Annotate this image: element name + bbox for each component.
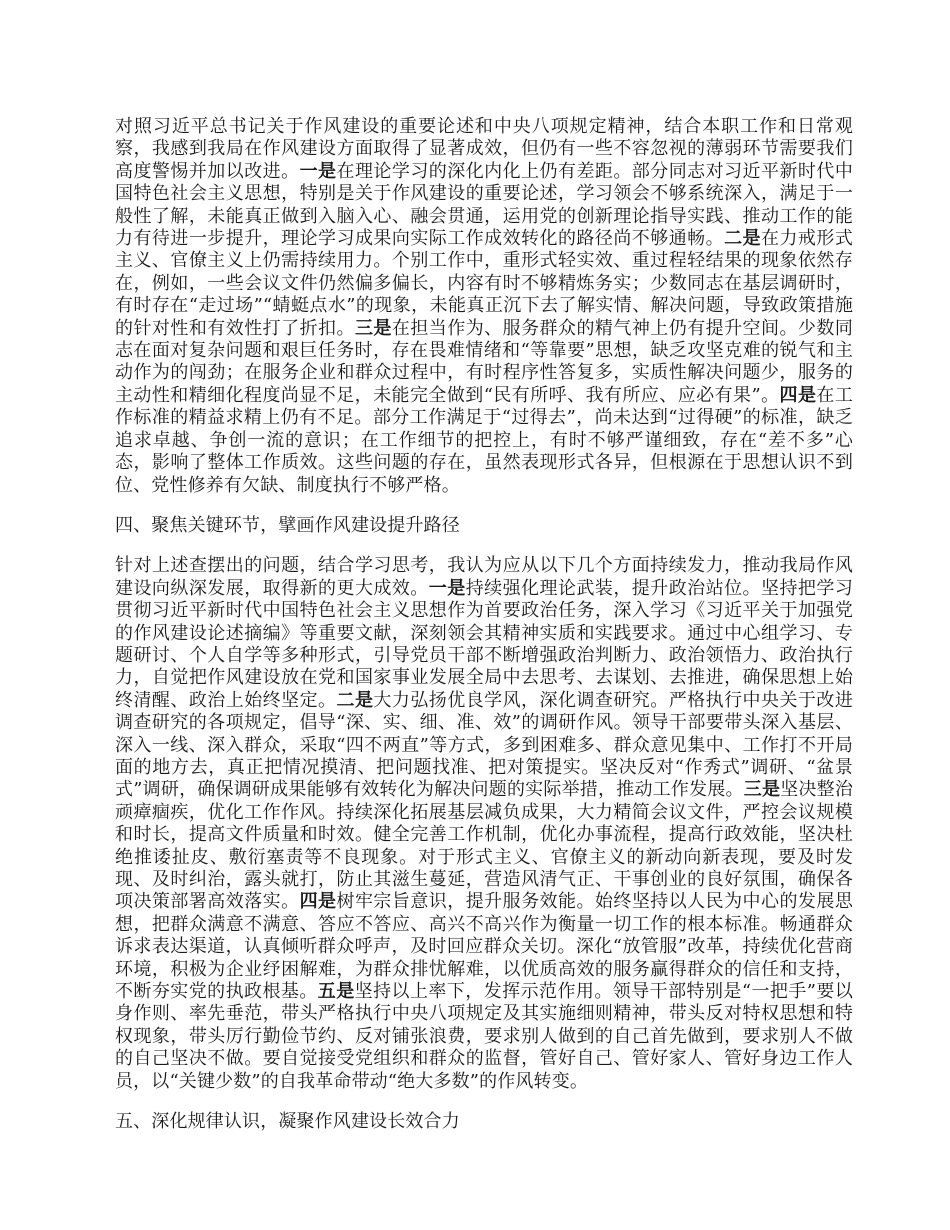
text-segment: 大力弘扬优良学风，深化调查研究。严格执行中央关于改进调查研究的各项规定，倡导“深、实、细、准、效”的调研作风。领导干部要带头深入基层、深入一线、深入群众，采取“四不两直”等方式，多到困难多、群众意见集中、工作打不开局面的地方去，真正把情况摸清、把问题找准、把对策提实。坚决反对“作秀式”调研、“盆景式”调研，确保调研成果能够有效转化为解决问题的实际举措，推动工作发展。 xyxy=(115,689,853,801)
text-segment: 在力戒形式主义、官僚主义上仍需持续用力。个别工作中，重形式轻实效、重过程轻结果的现象依然存在，例如，一些会议文件仍然偏多偏长，内容有时不够精炼务实；少数同志在基层调研时，有时存在“走过场”“蜻蜓点水”的现象，未能真正沉下去了解实情、解决问题，导致政策措施的针对性和有效性打了折扣。 xyxy=(115,228,853,339)
paragraph-problems xyxy=(115,116,853,497)
section-heading-5: 五、深化规律认识，凝聚作风建设长效合力 xyxy=(115,1111,460,1133)
point-marker-4: 四是 xyxy=(779,384,817,406)
section-heading-4: 四、聚焦关键环节，擘画作风建设提升路径 xyxy=(115,514,460,536)
text-segment: 坚决整治顽瘴痼疾，优化工作作风。持续深化拓展基层减负成果，大力精简会议文件，严控会议规模和时长，提高文件质量和时效。健全完善工作机制，优化办事流程，提高行政效能，坚决杜绝推诿扯皮、敷衍塞责等不良现象。对于形式主义、官僚主义的新动向新表现，要及时发现、及时纠治，露头就打，防止其滋生蔓延，营造风清气正、干事创业的良好氛围，确保各项决策部署高效落实。 xyxy=(115,779,853,913)
text-segment: 持续强化理论武装，提升政治站位。坚持把学习贯彻习近平新时代中国特色社会主义思想作为首要政治任务，深入学习《习近平关于加强党的作风建设论述摘编》等重要文献，深刻领会其精神实质和实践要求。通过中心组学习、专题研讨、个人自学等多种形式，引导党员干部不断增强政治判断力、政治领悟力、政治执行力，自觉把作风建设放在党和国家事业发展全局中去思考、去谋划、去推进，确保思想上始终清醒、政治上始终坚定。 xyxy=(115,577,853,711)
text-segment: 针对上述查摆出的问题，结合学习思考，我认为应从以下几个方面持续发力，推动我局作风建设向纵深发展，取得新的更大成效。 xyxy=(115,555,853,599)
point-marker-4: 四是 xyxy=(299,891,337,913)
text-segment: 树牢宗旨意识，提升服务效能。始终坚持以人民为中心的发展思想，把群众满意不满意、答应不答应、高兴不高兴作为衡量一切工作的根本标准。畅通群众诉求表达渠道，认真倾听群众呼声，及时回应群众关切。深化“放管服”改革，持续优化营商环境，积极为企业纾困解难，为群众排忧解难，以优质高效的服务赢得群众的信任和支持，不断夯实党的执政根基。 xyxy=(115,891,853,1003)
text-segment: 在担当作为、服务群众的精气神上仍有提升空间。少数同志在面对复杂问题和艰巨任务时，存在畏难情绪和“等靠要”思想，缺乏攻坚克难的锐气和主动作为的闯劲；在服务企业和群众过程中，有时程序性答复多，实质性解决问题少，服务的主动性和精细化程度尚显不足，未能完全做到“民有所呼、我有所应、应必有果”。 xyxy=(115,317,853,406)
point-marker-5: 五是 xyxy=(317,981,355,1003)
point-marker-1: 一是 xyxy=(428,577,466,599)
point-marker-1: 一是 xyxy=(299,160,337,182)
text-segment: 对照习近平总书记关于作风建设的重要论述和中央八项规定精神，结合本职工作和日常观察，我感到我局在作风建设方面取得了显著成效，但仍有一些不容忽视的薄弱环节需要我们高度警惕并加以改进。 xyxy=(115,116,853,182)
text-segment: 坚持以上率下，发挥示范作用。领导干部特别是“一把手”要以身作则、率先垂范，带头严格执行中央八项规定及其实施细则精神，带头反对特权思想和特权现象，带头厉行勤俭节约、反对铺张浪费，要求别人做到的自己首先做到，要求别人不做的自己坚决不做。要自觉接受党组织和群众的监督，管好自己、管好家人、管好身边工作人员，以“关键少数”的自我革命带动“绝大多数”的作风转变。 xyxy=(115,981,853,1092)
point-marker-2: 二是 xyxy=(724,228,762,250)
point-marker-2: 二是 xyxy=(336,689,374,711)
text-segment: 在理论学习的深化内化上仍有差距。部分同志对习近平新时代中国特色社会主义思想，特别是关于作风建设的重要论述，学习领会不够系统深入，满足于一般性了解，未能真正做到入脑入心、融会贯通，运用党的创新理论指导实践、推动工作的能力有待进一步提升，理论学习成果向实际工作成效转化的路径尚不够通畅。 xyxy=(115,160,853,250)
document-page xyxy=(115,116,853,1151)
point-marker-3: 三是 xyxy=(354,317,392,339)
paragraph-measures xyxy=(115,555,853,1093)
point-marker-3: 三是 xyxy=(743,779,781,801)
text-segment: 在工作标准的精益求精上仍有不足。部分工作满足于“过得去”，尚未达到“过得硬”的标准，缺乏追求卓越、争创一流的意识；在工作细节的把控上，有时不够严谨细致，存在“差不多”心态，影响了整体工作质效。这些问题的存在，虽然表现形式各异，但根源在于思想认识不到位、党性修养有欠缺、制度执行不够严格。 xyxy=(115,384,853,496)
